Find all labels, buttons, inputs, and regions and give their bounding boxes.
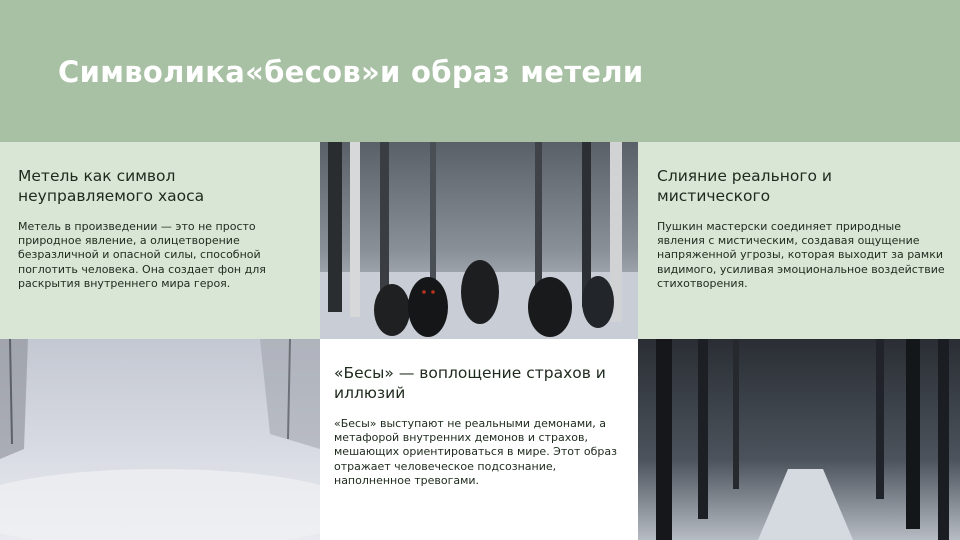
block-text: «Бесы» выступают не реальными демонами, а метафорой внутренних демонов и страхов, мешающих ориентироваться в мире. Этот образ отражает человеческое подсознание, наполненное тревогами. [334,417,617,487]
block-heading: Метель как символ неуправляемого хаоса [18,167,205,205]
block-blizzard-chaos [0,142,320,339]
forest-path-image [638,339,960,540]
block-heading: «Бесы» — воплощение страхов и иллюзий [334,364,606,402]
title-banner [0,0,960,142]
snowy-field-image [0,339,320,540]
block-real-mystic [638,142,960,339]
slide-title: Символика«бесов»и образ метели [58,55,644,89]
block-heading: Слияние реального и мистического [657,167,832,205]
block-demons-fears [320,339,638,540]
demons-forest-image [320,142,638,339]
block-text: Метель в произведении — это не просто природное явление, а олицетворение безразличной и опасной силы, способной поглотить человека. Она создает фон для раскрытия внутреннего мира героя. [18,220,266,290]
block-text: Пушкин мастерски соединяет природные явления с мистическим, создавая ощущение напряженной угрозы, которая выходит за рамки видимого, усиливая эмоциональное воздействие стихотворения. [657,220,945,290]
